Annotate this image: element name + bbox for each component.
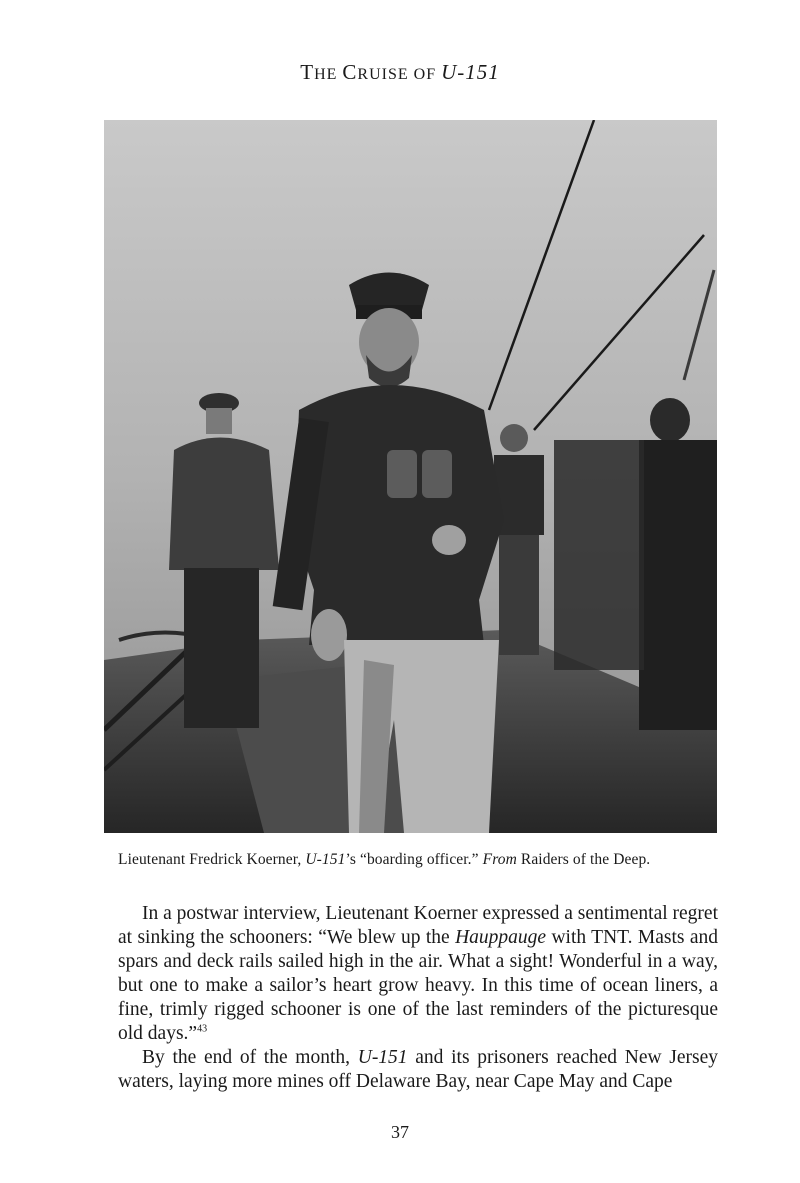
paragraph-text: with TNT. Masts and spars and deck rails sailed high in the air. What a sight! Wonderful in a way, but one to make a sailor’s heart grow heavy. In this time of ocean liners, a fine, trimly rigged schooner is one of the last reminders of the picturesque old days.” bbox=[118, 927, 718, 1044]
running-head-cap-t: T bbox=[300, 60, 315, 84]
caption-text: ’s “boarding officer.” bbox=[345, 851, 483, 868]
running-head bbox=[0, 60, 800, 85]
running-head-cap-c: C bbox=[342, 60, 358, 84]
paragraph-text: By the end of the month, bbox=[142, 1047, 358, 1068]
crewman-legs bbox=[499, 535, 539, 655]
crew-group bbox=[554, 440, 644, 670]
running-head-small-caps-ruise: RUISE bbox=[357, 66, 414, 83]
crewman-head bbox=[500, 424, 528, 452]
photograph bbox=[104, 120, 717, 833]
running-head-small-caps-he: HE bbox=[314, 66, 343, 83]
running-head-vessel-title: U-151 bbox=[441, 60, 500, 84]
sailor-head bbox=[206, 408, 232, 434]
paragraph bbox=[118, 1046, 718, 1094]
officer-hand bbox=[432, 525, 466, 555]
body-text bbox=[118, 902, 718, 1094]
photo-caption bbox=[118, 851, 718, 869]
paragraph-text: In a postwar interview, Lieutenant Koerner expressed a sentimental regret at sinking the schooners: “We blew up the bbox=[118, 903, 718, 948]
ship-name: Hauppauge bbox=[455, 927, 547, 948]
crewman-body bbox=[639, 440, 717, 730]
sailor-trousers bbox=[184, 568, 259, 728]
caption-from: From bbox=[482, 851, 517, 868]
photograph-illustration bbox=[104, 120, 717, 833]
binoculars bbox=[387, 450, 417, 498]
crewman-head bbox=[650, 398, 690, 442]
binoculars bbox=[422, 450, 452, 498]
vessel-name: U-151 bbox=[357, 1047, 408, 1068]
caption-source: Raiders of the Deep. bbox=[516, 851, 651, 868]
sailor-jacket bbox=[169, 438, 279, 571]
caption-vessel: U-151 bbox=[305, 851, 346, 868]
caption-text: Lieutenant Fredrick Koerner, bbox=[118, 851, 306, 868]
officer-hand bbox=[311, 609, 347, 661]
paragraph-text: and its prisoners reached New Jersey waters, laying more mines off Delaware Bay, near Cape May and Cape bbox=[118, 1047, 719, 1092]
footnote-reference: 43 bbox=[197, 1023, 208, 1035]
paragraph bbox=[118, 902, 718, 1046]
running-head-small-caps-of: OF bbox=[413, 66, 442, 83]
page-number: 37 bbox=[391, 1122, 409, 1142]
